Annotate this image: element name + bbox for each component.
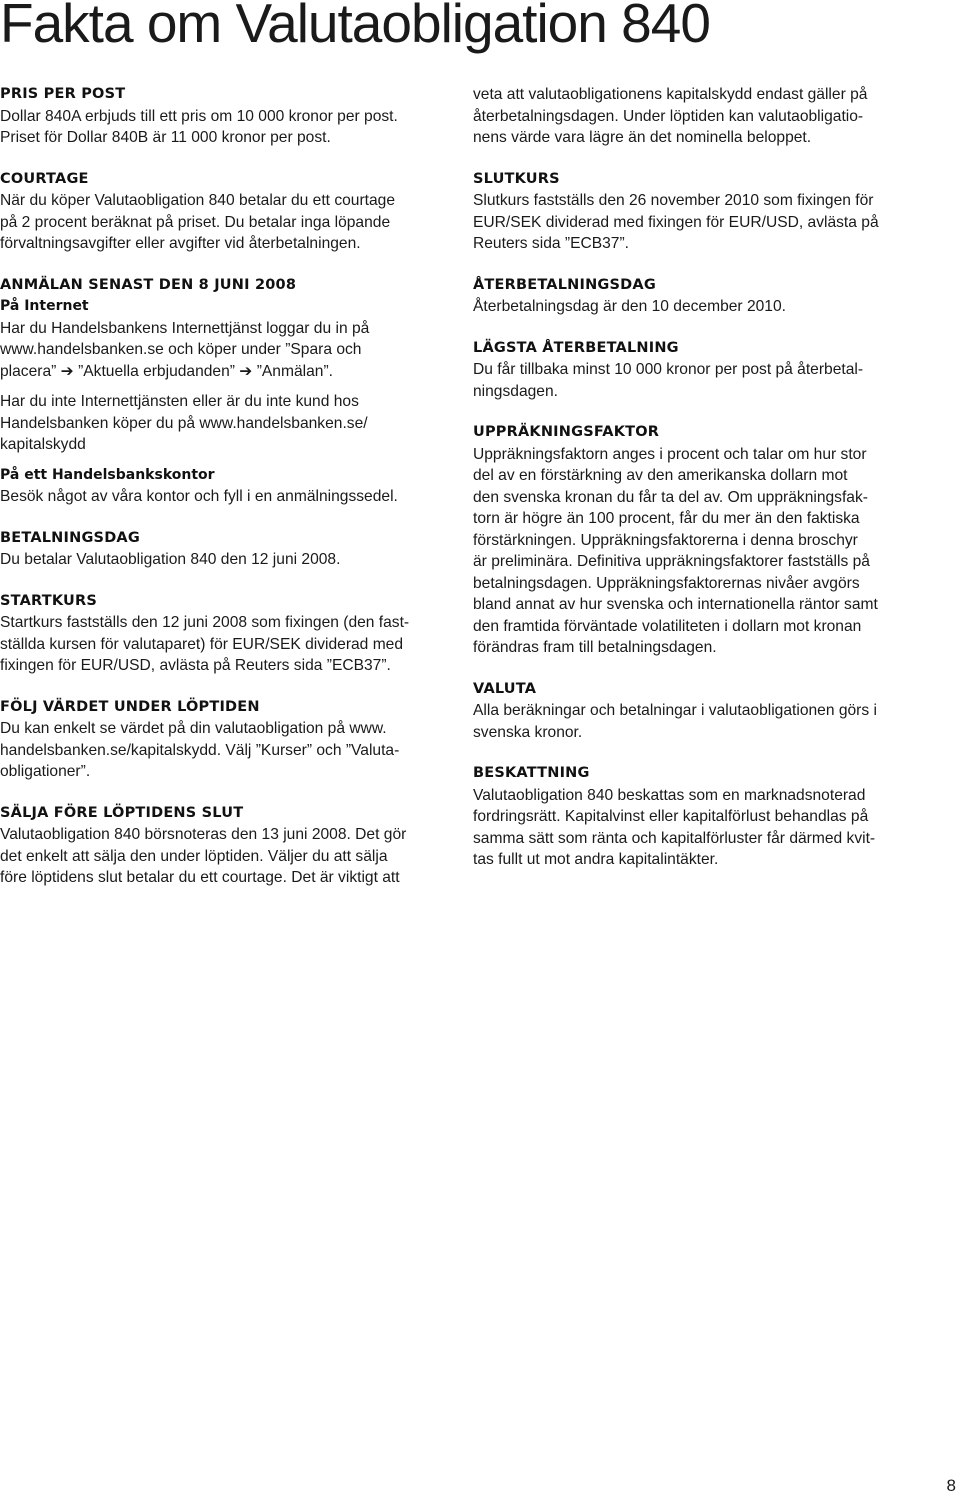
section-heading: STARTKURS <box>0 592 97 609</box>
page-title: Fakta om Valutaobligation 840 <box>0 0 710 54</box>
text-line: Återbetalningsdag är den 10 december 2010. <box>473 298 786 315</box>
section-text <box>473 190 913 255</box>
section-beskattning <box>473 763 913 871</box>
section-aterbetalningsdag <box>473 275 913 318</box>
text-line: Du får tillbaka minst 10 000 kronor per post på återbetal- <box>473 361 864 378</box>
section-text <box>473 785 913 871</box>
section-text <box>473 700 913 743</box>
text-line: den framtida förväntade volatiliteten i dollarn mot kronan <box>473 617 862 635</box>
text-line: förändras fram till betalningsdagen. <box>473 639 717 656</box>
text-line: www.handelsbanken.se och köper under ”Spara och <box>0 341 362 358</box>
section-heading: BESKATTNING <box>473 765 590 781</box>
section-heading: COURTAGE <box>0 170 89 187</box>
text-line: Valutaobligation 840 beskattas som en marknadsnoterad <box>473 786 866 804</box>
section-heading: VALUTA <box>473 680 537 697</box>
text-no-internet <box>0 391 440 456</box>
text-line: Har du inte Internettjänsten eller är du inte kund hos <box>0 393 359 410</box>
section-heading: UPPRÄKNINGSFAKTOR <box>473 424 660 440</box>
text-line: samma sätt som ränta och kapitalförluster får därmed kvit- <box>473 829 876 847</box>
left-column <box>0 84 440 909</box>
text-line: Reuters sida ”ECB37”. <box>473 235 629 252</box>
section-upprakningsfaktor <box>473 422 913 659</box>
text-line: Valutaobligation 840 börsnoteras den 13 juni 2008. Det gör <box>0 826 407 843</box>
text-line: ställda kursen för valutaparet) för EUR/SEK dividerad med <box>0 635 404 653</box>
text-line: Har du Handelsbankens Internettjänst loggar du in på <box>0 319 370 337</box>
text-line: nens värde vara lägre än det nominella beloppet. <box>473 129 812 146</box>
text-line: Uppräkningsfaktorn anges i procent och talar om hur stor <box>473 445 867 463</box>
text-line: obligationer”. <box>0 763 91 780</box>
text-line: torn är högre än 100 procent, får du mer än den faktiska <box>473 510 860 527</box>
section-text <box>0 824 440 889</box>
section-anmalan <box>0 275 440 508</box>
section-heading: PRIS PER POST <box>0 86 126 102</box>
section-courtage <box>0 169 440 255</box>
text-line: före löptidens slut betalar du ett courtage. Det är viktigt att <box>0 869 400 886</box>
text-line: återbetalningsdagen. Under löptiden kan valutaobligatio- <box>473 107 864 125</box>
section-text <box>0 190 440 255</box>
text-line: placera” ➔ ”Aktuella erbjudanden” ➔ ”Anmälan”. <box>0 362 333 380</box>
text-line: Dollar 840A erbjuds till ett pris om 10 000 kronor per post. <box>0 107 398 125</box>
section-heading: SÄLJA FÖRE LÖPTIDENS SLUT <box>0 804 244 821</box>
section-salja <box>0 803 440 889</box>
section-text <box>0 106 440 149</box>
section-text <box>473 84 913 149</box>
text-line: fixingen för EUR/USD, avlästa på Reuters sida ”ECB37”. <box>0 657 391 674</box>
section-valuta <box>473 679 913 744</box>
text-line: det enkelt att sälja den under löptiden. Väljer du att sälja <box>0 847 388 865</box>
right-column <box>473 84 913 891</box>
subheading-kontor: På ett Handelsbankskontor <box>0 466 215 483</box>
section-heading: ÅTERBETALNINGSDAG <box>473 276 656 293</box>
section-heading: BETALNINGSDAG <box>0 529 140 546</box>
text-line: ningsdagen. <box>473 382 558 400</box>
text-line: på 2 procent beräknat på priset. Du betalar inga löpande <box>0 213 391 231</box>
text-kontor <box>0 486 440 508</box>
text-line: Besök något av våra kontor och fyll i en anmälningssedel. <box>0 488 398 505</box>
section-text <box>0 612 440 677</box>
subheading-internet: På Internet <box>0 298 89 314</box>
text-line: fordringsrätt. Kapitalvinst eller kapitalförlust behandlas på <box>473 808 869 825</box>
text-line: kapitalskydd <box>0 436 86 453</box>
text-line: När du köper Valutaobligation 840 betalar du ett courtage <box>0 192 396 209</box>
text-line: förvaltningsavgifter eller avgifter vid återbetalningen. <box>0 235 361 252</box>
section-folj-vardet <box>0 697 440 783</box>
section-slutkurs <box>473 169 913 255</box>
section-text <box>473 359 913 402</box>
section-heading: FÖLJ VÄRDET UNDER LÖPTIDEN <box>0 698 260 715</box>
section-continued <box>473 84 913 149</box>
text-line: handelsbanken.se/kapitalskydd. Välj ”Kurser” och ”Valuta- <box>0 741 400 759</box>
text-line: betalningsdagen. Uppräkningsfaktorernas nivåer avgörs <box>473 574 860 592</box>
section-text <box>0 549 440 571</box>
text-line: bland annat av hur svenska och internationella räntor samt <box>473 596 878 613</box>
text-line: EUR/SEK dividerad med fixingen för EUR/USD, avlästa på <box>473 213 879 231</box>
section-lagsta-aterbetalning <box>473 338 913 403</box>
section-text <box>473 296 913 318</box>
text-line: Du betalar Valutaobligation 840 den 12 juni 2008. <box>0 551 341 568</box>
section-betalningsdag <box>0 528 440 571</box>
text-line: tas fullt ut mot andra kapitalintäkter. <box>473 851 719 868</box>
section-text <box>473 444 913 659</box>
text-line: är preliminära. Definitiva uppräkningsfaktorer fastställs på <box>473 553 870 570</box>
text-line: Alla beräkningar och betalningar i valutaobligationen görs i <box>473 702 877 719</box>
text-line: den svenska kronan du får ta del av. Om uppräkningsfak- <box>473 488 868 506</box>
text-line: Slutkurs fastställs den 26 november 2010 som fixingen för <box>473 192 874 209</box>
text-line: veta att valutaobligationens kapitalskydd endast gäller på <box>473 86 868 103</box>
section-text <box>0 718 440 783</box>
text-line: förstärkningen. Uppräkningsfaktorerna i denna broschyr <box>473 531 858 549</box>
text-line: del av en förstärkning av den amerikanska dollarn mot <box>473 467 848 484</box>
section-heading: ANMÄLAN SENAST DEN 8 JUNI 2008 <box>0 276 297 293</box>
text-line: Handelsbanken köper du på www.handelsbanken.se/ <box>0 414 368 432</box>
text-line: Du kan enkelt se värdet på din valutaobligation på www. <box>0 720 387 737</box>
text-line: Startkurs fastställs den 12 juni 2008 som fixingen (den fast- <box>0 614 410 631</box>
section-startkurs <box>0 591 440 677</box>
text-internet <box>0 318 440 383</box>
section-heading: LÄGSTA ÅTERBETALNING <box>473 339 679 356</box>
page-number: 8 <box>946 1476 956 1495</box>
section-heading: SLUTKURS <box>473 170 560 187</box>
text-line: svenska kronor. <box>473 723 583 741</box>
text-line: Priset för Dollar 840B är 11 000 kronor per post. <box>0 129 331 146</box>
section-pris-per-post <box>0 84 440 149</box>
